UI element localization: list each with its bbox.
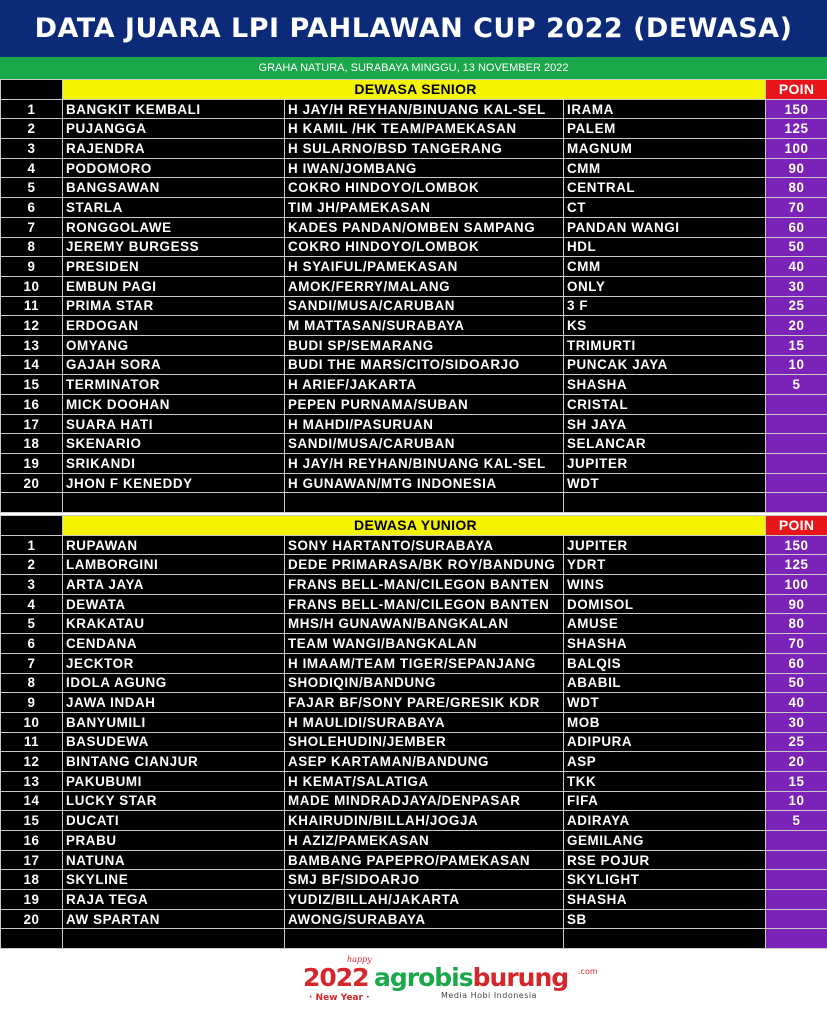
owner-cell: SMJ BF/SIDOARJO — [285, 870, 564, 890]
poin-cell: 150 — [766, 99, 827, 119]
bird-name-cell: ARTA JAYA — [63, 575, 285, 595]
team-cell: SHASHA — [564, 375, 766, 395]
table-row — [1, 178, 827, 198]
bird-name-cell: LAMBORGINI — [63, 555, 285, 575]
poin-cell — [766, 434, 827, 454]
section-title-yunior: DEWASA YUNIOR — [63, 516, 766, 536]
poin-cell — [766, 870, 827, 890]
team-cell: ASP — [564, 752, 766, 772]
owner-cell: H IMAAM/TEAM TIGER/SEPANJANG — [285, 653, 564, 673]
owner-cell: AMOK/FERRY/MALANG — [285, 276, 564, 296]
poin-cell: 25 — [766, 296, 827, 316]
team-cell: PALEM — [564, 119, 766, 139]
header-spacer — [1, 80, 63, 100]
senior-results-table — [0, 79, 827, 513]
table-row — [1, 158, 827, 178]
owner-cell: KADES PANDAN/OMBEN SAMPANG — [285, 217, 564, 237]
team-cell: ONLY — [564, 276, 766, 296]
rank-cell: 10 — [1, 276, 63, 296]
bird-name-cell: PAKUBUMI — [63, 771, 285, 791]
owner-cell: H MAHDI/PASURUAN — [285, 414, 564, 434]
table-row — [1, 237, 827, 257]
table-row — [1, 434, 827, 454]
bird-name-cell: IDOLA AGUNG — [63, 673, 285, 693]
owner-cell: M MATTASAN/SURABAYA — [285, 316, 564, 336]
bird-name-cell: BANYUMILI — [63, 712, 285, 732]
owner-cell: H SULARNO/BSD TANGERANG — [285, 139, 564, 159]
owner-cell: H IWAN/JOMBANG — [285, 158, 564, 178]
table-row — [1, 296, 827, 316]
rank-cell: 8 — [1, 673, 63, 693]
rank-cell: 14 — [1, 791, 63, 811]
team-cell: TKK — [564, 771, 766, 791]
bird-name-cell: PRIMA STAR — [63, 296, 285, 316]
team-cell: KS — [564, 316, 766, 336]
rank-cell: 10 — [1, 712, 63, 732]
rank-cell: 14 — [1, 355, 63, 375]
team-cell: JUPITER — [564, 535, 766, 555]
bird-name-cell: RAJENDRA — [63, 139, 285, 159]
bird-name-cell: OMYANG — [63, 335, 285, 355]
table-row — [1, 316, 827, 336]
owner-cell: H GUNAWAN/MTG INDONESIA — [285, 473, 564, 493]
logo-happy-text: happy — [347, 955, 372, 964]
rank-cell: 15 — [1, 811, 63, 831]
poin-cell: 125 — [766, 119, 827, 139]
poin-cell — [766, 850, 827, 870]
owner-cell: KHAIRUDIN/BILLAH/JOGJA — [285, 811, 564, 831]
table-row — [1, 119, 827, 139]
owner-cell: H JAY/H REYHAN/BINUANG KAL-SEL — [285, 99, 564, 119]
table-row — [1, 99, 827, 119]
table-row — [1, 712, 827, 732]
bird-name-cell: STARLA — [63, 198, 285, 218]
table-row — [1, 257, 827, 277]
logo-tagline: Media Hobi Indonesia — [441, 991, 538, 1000]
owner-cell: DEDE PRIMARASA/BK ROY/BANDUNG — [285, 555, 564, 575]
agrobisburung-logo — [303, 955, 598, 1010]
poin-cell: 50 — [766, 673, 827, 693]
rank-cell: 1 — [1, 99, 63, 119]
table-row — [1, 653, 827, 673]
owner-cell: H SYAIFUL/PAMEKASAN — [285, 257, 564, 277]
table-row — [1, 850, 827, 870]
rank-cell: 1 — [1, 535, 63, 555]
empty-cell — [63, 929, 285, 949]
senior-table-body — [1, 80, 827, 513]
team-cell: AMUSE — [564, 614, 766, 634]
poin-cell: 10 — [766, 791, 827, 811]
header-spacer — [1, 516, 63, 536]
poin-header-yunior: POIN — [766, 516, 827, 536]
yunior-table-body — [1, 516, 827, 949]
poin-cell: 30 — [766, 276, 827, 296]
table-row — [1, 594, 827, 614]
owner-cell: H JAY/H REYHAN/BINUANG KAL-SEL — [285, 454, 564, 474]
table-row — [1, 335, 827, 355]
bird-name-cell: SKYLINE — [63, 870, 285, 890]
team-cell: YDRT — [564, 555, 766, 575]
owner-cell: SHOLEHUDIN/JEMBER — [285, 732, 564, 752]
bird-name-cell: DUCATI — [63, 811, 285, 831]
rank-cell: 12 — [1, 316, 63, 336]
table-row — [1, 909, 827, 929]
bird-name-cell: SUARA HATI — [63, 414, 285, 434]
team-cell: GEMILANG — [564, 831, 766, 851]
owner-cell: ASEP KARTAMAN/BANDUNG — [285, 752, 564, 772]
team-cell: CRISTAL — [564, 395, 766, 415]
table-row — [1, 870, 827, 890]
poin-cell: 60 — [766, 217, 827, 237]
table-row — [1, 555, 827, 575]
team-cell: ADIPURA — [564, 732, 766, 752]
empty-cell — [564, 493, 766, 513]
team-cell: SHASHA — [564, 634, 766, 654]
bird-name-cell: BANGSAWAN — [63, 178, 285, 198]
rank-cell: 2 — [1, 119, 63, 139]
owner-cell: BAMBANG PAPEPRO/PAMEKASAN — [285, 850, 564, 870]
empty-cell — [285, 493, 564, 513]
bird-name-cell: SRIKANDI — [63, 454, 285, 474]
rank-cell: 13 — [1, 335, 63, 355]
table-row — [1, 811, 827, 831]
rank-cell: 7 — [1, 653, 63, 673]
poin-cell: 50 — [766, 237, 827, 257]
owner-cell: MADE MINDRADJAYA/DENPASAR — [285, 791, 564, 811]
rank-cell: 12 — [1, 752, 63, 772]
rank-cell: 20 — [1, 909, 63, 929]
table-row — [1, 575, 827, 595]
poin-cell: 90 — [766, 594, 827, 614]
bird-name-cell: JAWA INDAH — [63, 693, 285, 713]
table-row — [1, 276, 827, 296]
poin-cell — [766, 890, 827, 910]
team-cell: SH JAYA — [564, 414, 766, 434]
rank-cell: 9 — [1, 693, 63, 713]
bird-name-cell: PRESIDEN — [63, 257, 285, 277]
section-title-senior: DEWASA SENIOR — [63, 80, 766, 100]
rank-cell: 16 — [1, 831, 63, 851]
team-cell: CT — [564, 198, 766, 218]
bird-name-cell: LUCKY STAR — [63, 791, 285, 811]
rank-cell: 13 — [1, 771, 63, 791]
table-row — [1, 752, 827, 772]
team-cell: SKYLIGHT — [564, 870, 766, 890]
owner-cell: SANDI/MUSA/CARUBAN — [285, 434, 564, 454]
table-row — [1, 890, 827, 910]
bird-name-cell: TERMINATOR — [63, 375, 285, 395]
bird-name-cell: RAJA TEGA — [63, 890, 285, 910]
poin-cell: 20 — [766, 316, 827, 336]
poin-cell: 125 — [766, 555, 827, 575]
team-cell: MOB — [564, 712, 766, 732]
team-cell: CENTRAL — [564, 178, 766, 198]
team-cell: SB — [564, 909, 766, 929]
poin-cell — [766, 454, 827, 474]
table-row — [1, 375, 827, 395]
rank-cell: 11 — [1, 296, 63, 316]
empty-cell — [766, 493, 827, 513]
owner-cell: SHODIQIN/BANDUNG — [285, 673, 564, 693]
poin-cell: 5 — [766, 811, 827, 831]
table-row — [1, 831, 827, 851]
team-cell: PUNCAK JAYA — [564, 355, 766, 375]
bird-name-cell: PRABU — [63, 831, 285, 851]
table-row — [1, 454, 827, 474]
rank-cell: 4 — [1, 594, 63, 614]
owner-cell: H AZIZ/PAMEKASAN — [285, 831, 564, 851]
poin-cell: 80 — [766, 614, 827, 634]
owner-cell: SONY HARTANTO/SURABAYA — [285, 535, 564, 555]
owner-cell: AWONG/SURABAYA — [285, 909, 564, 929]
rank-cell: 19 — [1, 454, 63, 474]
poin-header-senior: POIN — [766, 80, 827, 100]
rank-cell: 6 — [1, 634, 63, 654]
bird-name-cell: PODOMORO — [63, 158, 285, 178]
poin-cell: 40 — [766, 693, 827, 713]
poin-cell — [766, 909, 827, 929]
poin-cell: 15 — [766, 335, 827, 355]
owner-cell: FRANS BELL-MAN/CILEGON BANTEN — [285, 594, 564, 614]
logo-wordmark-agro: agro — [374, 963, 435, 992]
poin-cell: 40 — [766, 257, 827, 277]
rank-cell: 11 — [1, 732, 63, 752]
rank-cell: 9 — [1, 257, 63, 277]
bird-name-cell: CENDANA — [63, 634, 285, 654]
table-row — [1, 217, 827, 237]
poin-cell: 100 — [766, 575, 827, 595]
rank-cell: 17 — [1, 850, 63, 870]
team-cell: IRAMA — [564, 99, 766, 119]
bird-name-cell: KRAKATAU — [63, 614, 285, 634]
team-cell: DOMISOL — [564, 594, 766, 614]
team-cell: SELANCAR — [564, 434, 766, 454]
bird-name-cell: BASUDEWA — [63, 732, 285, 752]
event-subtitle: GRAHA NATURA, SURABAYA MINGGU, 13 NOVEMBER 2022 — [0, 57, 827, 80]
rank-cell: 19 — [1, 890, 63, 910]
bird-name-cell: GAJAH SORA — [63, 355, 285, 375]
rank-cell: 20 — [1, 473, 63, 493]
table-row — [1, 771, 827, 791]
team-cell: ABABIL — [564, 673, 766, 693]
logo-year: 2022 — [303, 963, 369, 992]
bird-name-cell: MICK DOOHAN — [63, 395, 285, 415]
owner-cell: TEAM WANGI/BANGKALAN — [285, 634, 564, 654]
team-cell: HDL — [564, 237, 766, 257]
empty-cell — [1, 493, 63, 513]
team-cell: TRIMURTI — [564, 335, 766, 355]
empty-cell — [285, 929, 564, 949]
owner-cell: FAJAR BF/SONY PARE/GRESIK KDR — [285, 693, 564, 713]
rank-cell: 17 — [1, 414, 63, 434]
yunior-header-row — [1, 516, 827, 536]
team-cell: 3 F — [564, 296, 766, 316]
bird-name-cell: ERDOGAN — [63, 316, 285, 336]
table-row — [1, 395, 827, 415]
owner-cell: BUDI THE MARS/CITO/SIDOARJO — [285, 355, 564, 375]
rank-cell: 18 — [1, 870, 63, 890]
team-cell: CMM — [564, 158, 766, 178]
poin-cell: 80 — [766, 178, 827, 198]
table-row — [1, 673, 827, 693]
logo-domain: .com — [578, 967, 598, 976]
bird-name-cell: DEWATA — [63, 594, 285, 614]
table-row — [1, 614, 827, 634]
team-cell: SHASHA — [564, 890, 766, 910]
empty-cell — [766, 929, 827, 949]
table-row — [1, 139, 827, 159]
bird-name-cell: RUPAWAN — [63, 535, 285, 555]
team-cell: CMM — [564, 257, 766, 277]
rank-cell: 7 — [1, 217, 63, 237]
empty-row — [1, 929, 827, 949]
table-row — [1, 791, 827, 811]
owner-cell: YUDIZ/BILLAH/JAKARTA — [285, 890, 564, 910]
table-row — [1, 535, 827, 555]
owner-cell: COKRO HINDOYO/LOMBOK — [285, 237, 564, 257]
empty-cell — [1, 929, 63, 949]
owner-cell: SANDI/MUSA/CARUBAN — [285, 296, 564, 316]
team-cell: BALQIS — [564, 653, 766, 673]
rank-cell: 5 — [1, 178, 63, 198]
team-cell: WDT — [564, 693, 766, 713]
rank-cell: 8 — [1, 237, 63, 257]
poin-cell: 90 — [766, 158, 827, 178]
team-cell: MAGNUM — [564, 139, 766, 159]
table-row — [1, 473, 827, 493]
team-cell: WDT — [564, 473, 766, 493]
bird-name-cell: BANGKIT KEMBALI — [63, 99, 285, 119]
poin-cell: 25 — [766, 732, 827, 752]
team-cell: JUPITER — [564, 454, 766, 474]
empty-row — [1, 493, 827, 513]
rank-cell: 3 — [1, 139, 63, 159]
bird-name-cell: SKENARIO — [63, 434, 285, 454]
poin-cell — [766, 473, 827, 493]
logo-wordmark — [374, 963, 568, 992]
bird-name-cell: PUJANGGA — [63, 119, 285, 139]
poin-cell — [766, 414, 827, 434]
bird-name-cell: EMBUN PAGI — [63, 276, 285, 296]
poin-cell: 30 — [766, 712, 827, 732]
page-title: DATA JUARA LPI PAHLAWAN CUP 2022 (DEWASA) — [0, 0, 827, 57]
bird-name-cell: RONGGOLAWE — [63, 217, 285, 237]
team-cell: FIFA — [564, 791, 766, 811]
owner-cell: BUDI SP/SEMARANG — [285, 335, 564, 355]
poin-cell: 5 — [766, 375, 827, 395]
poin-cell: 150 — [766, 535, 827, 555]
owner-cell: COKRO HINDOYO/LOMBOK — [285, 178, 564, 198]
rank-cell: 15 — [1, 375, 63, 395]
owner-cell: H MAULIDI/SURABAYA — [285, 712, 564, 732]
owner-cell: H KAMIL /HK TEAM/PAMEKASAN — [285, 119, 564, 139]
poin-cell: 60 — [766, 653, 827, 673]
owner-cell: PEPEN PURNAMA/SUBAN — [285, 395, 564, 415]
logo-wordmark-bis: bis — [434, 963, 473, 992]
bird-name-cell: JHON F KENEDDY — [63, 473, 285, 493]
table-row — [1, 634, 827, 654]
table-row — [1, 355, 827, 375]
rank-cell: 2 — [1, 555, 63, 575]
table-row — [1, 414, 827, 434]
yunior-results-table — [0, 515, 827, 949]
owner-cell: H KEMAT/SALATIGA — [285, 771, 564, 791]
poin-cell — [766, 395, 827, 415]
poin-cell: 100 — [766, 139, 827, 159]
poin-cell: 15 — [766, 771, 827, 791]
owner-cell: TIM JH/PAMEKASAN — [285, 198, 564, 218]
rank-cell: 6 — [1, 198, 63, 218]
owner-cell: FRANS BELL-MAN/CILEGON BANTEN — [285, 575, 564, 595]
team-cell: RSE POJUR — [564, 850, 766, 870]
owner-cell: MHS/H GUNAWAN/BANGKALAN — [285, 614, 564, 634]
rank-cell: 18 — [1, 434, 63, 454]
team-cell: PANDAN WANGI — [564, 217, 766, 237]
table-row — [1, 198, 827, 218]
bird-name-cell: BINTANG CIANJUR — [63, 752, 285, 772]
rank-cell: 4 — [1, 158, 63, 178]
rank-cell: 5 — [1, 614, 63, 634]
table-row — [1, 693, 827, 713]
team-cell: WINS — [564, 575, 766, 595]
bird-name-cell: JEREMY BURGESS — [63, 237, 285, 257]
poin-cell: 10 — [766, 355, 827, 375]
senior-header-row — [1, 80, 827, 100]
team-cell: ADIRAYA — [564, 811, 766, 831]
logo-wordmark-burung: burung — [472, 963, 569, 992]
empty-cell — [564, 929, 766, 949]
bird-name-cell: NATUNA — [63, 850, 285, 870]
rank-cell: 3 — [1, 575, 63, 595]
owner-cell: H ARIEF/JAKARTA — [285, 375, 564, 395]
bird-name-cell: AW SPARTAN — [63, 909, 285, 929]
table-row — [1, 732, 827, 752]
poin-cell: 70 — [766, 198, 827, 218]
empty-cell — [63, 493, 285, 513]
poin-cell: 20 — [766, 752, 827, 772]
poin-cell: 70 — [766, 634, 827, 654]
bird-name-cell: JECKTOR — [63, 653, 285, 673]
poin-cell — [766, 831, 827, 851]
logo-new-year: · New Year · — [309, 993, 370, 1003]
rank-cell: 16 — [1, 395, 63, 415]
